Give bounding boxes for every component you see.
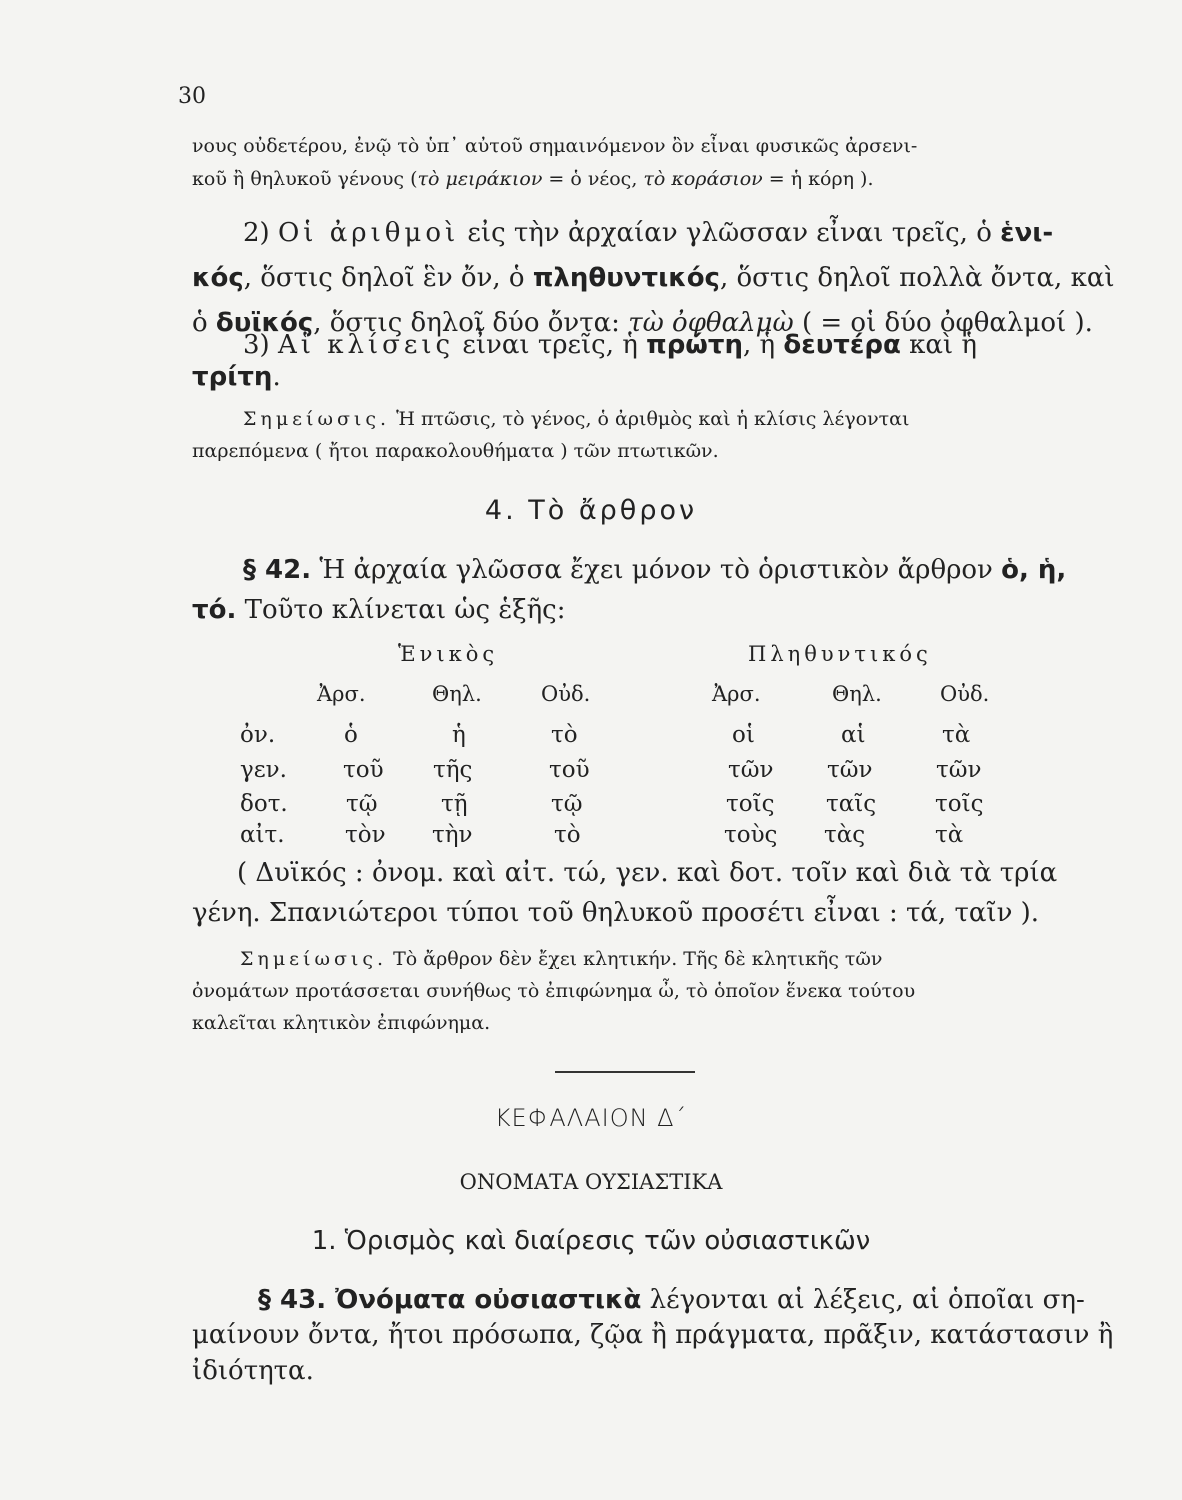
case-label: γεν. bbox=[240, 757, 287, 783]
table-cell: τὴν bbox=[432, 822, 473, 848]
chapter-subtitle: ΟΝΟΜΑΤΑ ΟΥΣΙΑΣΤΙΚΑ bbox=[459, 1170, 723, 1194]
numbers-paragraph-line-2: κός, ὅστις δηλοῖ ἓν ὄν, ὁ πληθυντικός, ὅστις δηλοῖ πολλὰ ὄντα, καὶ bbox=[192, 263, 1115, 293]
table-cell: τῷ bbox=[551, 791, 583, 817]
declensions-paragraph-line-1: 3) Αἱ κλίσεις εἶναι τρεῖς, ἡ πρώτη, ἡ δευτέρα καὶ ἡ bbox=[243, 330, 977, 360]
note-1-line-1: Σημείωσις. Ἡ πτῶσις, τὸ γένος, ὁ ἀριθμὸς καὶ ἡ κλίσις λέγονται bbox=[243, 408, 910, 430]
paragraph-43-line-1: § 43. Ὀνόματα οὐσιαστικὰ λέγονται αἱ λέξεις, αἱ ὁποῖαι ση- bbox=[258, 1285, 1085, 1315]
table-cell: τὸ bbox=[551, 722, 578, 748]
gender-header: Ἀρσ. bbox=[712, 682, 761, 706]
case-label: αἰτ. bbox=[240, 822, 285, 848]
gender-header: Θηλ. bbox=[432, 682, 482, 706]
paragraph-42-line-2: τό. Τοῦτο κλίνεται ὡς ἑξῆς: bbox=[192, 595, 566, 625]
table-cell: τῶν bbox=[936, 757, 982, 783]
table-cell: τοὺς bbox=[724, 822, 778, 848]
table-cell: τὸν bbox=[345, 822, 386, 848]
gender-header: Οὐδ. bbox=[940, 682, 990, 706]
table-cell: τῆς bbox=[433, 757, 473, 783]
paragraph-43-line-3: ἰδιότητα. bbox=[192, 1356, 314, 1386]
table-cell: ταῖς bbox=[826, 791, 877, 817]
chapter-title: ΚΕΦΑΛΑΙΟΝ Δ´ bbox=[494, 1104, 688, 1132]
table-cell: τὸ bbox=[554, 822, 581, 848]
intro-line-2: κοῦ ἢ θηλυκοῦ γένους (τὸ μειράκιον = ὁ νέος, τὸ κοράσιον = ἡ κόρη ). bbox=[192, 168, 874, 190]
table-cell: ἡ bbox=[452, 722, 466, 748]
case-label: ὀν. bbox=[240, 722, 276, 748]
numbers-paragraph-line-1: 2) Οἱ ἀριθμοὶ εἰς τὴν ἀρχαίαν γλῶσσαν εἶναι τρεῖς, ὁ ἑνι- bbox=[243, 218, 1054, 248]
gender-header: Οὐδ. bbox=[541, 682, 591, 706]
gender-header: Ἀρσ. bbox=[317, 682, 366, 706]
section-divider bbox=[555, 1071, 695, 1073]
case-label: δοτ. bbox=[240, 791, 288, 817]
table-cell: τοῦ bbox=[343, 757, 384, 783]
table-cell: τῶν bbox=[728, 757, 774, 783]
note-2-line-1: Σημείωσις. Τὸ ἄρθρον δὲν ἔχει κλητικήν. Τῆς δὲ κλητικῆς τῶν bbox=[240, 948, 883, 970]
gender-header: Θηλ. bbox=[832, 682, 882, 706]
table-cell: ὁ bbox=[344, 722, 358, 748]
table-cell: αἱ bbox=[841, 722, 866, 748]
section-title-nouns: 1. Ὁρισμὸς καὶ διαίρεσις τῶν οὐσιαστικῶν bbox=[311, 1226, 871, 1256]
singular-header: Ἑνικὸς bbox=[398, 642, 499, 666]
table-cell: τῇ bbox=[441, 791, 468, 817]
dual-note-line-1: ( Δυϊκός : ὀνομ. καὶ αἰτ. τώ, γεν. καὶ δοτ. τοῖν καὶ διὰ τὰ τρία bbox=[237, 858, 1058, 888]
table-cell: τοῖς bbox=[935, 791, 984, 817]
note-2-line-2: ὀνομάτων προτάσσεται συνήθως τὸ ἐπιφώνημα ὦ, τὸ ὁποῖον ἕνεκα τούτου bbox=[192, 980, 916, 1002]
paragraph-42-line-1: § 42. Ἡ ἀρχαία γλῶσσα ἔχει μόνον τὸ ὁριστικὸν ἄρθρον ὁ, ἡ, bbox=[243, 555, 1067, 585]
numbers-paragraph-line-3: ὁ δυϊκός, ὅστις δηλοῖ δύο ὄντα: τὼ ὀφθαλμὼ ( = οἱ δύο ὀφθαλμοί ). bbox=[192, 308, 1093, 338]
dual-note-line-2: γένη. Σπανιώτεροι τύποι τοῦ θηλυκοῦ προσέτι εἶναι : τά, ταῖν ). bbox=[192, 898, 1040, 928]
note-2-line-3: καλεῖται κλητικὸν ἐπιφώνημα. bbox=[192, 1012, 491, 1034]
table-cell: τῷ bbox=[346, 791, 378, 817]
plural-header: Πληθυντικός bbox=[748, 642, 932, 666]
table-cell: τῶν bbox=[827, 757, 873, 783]
page-number: 30 bbox=[178, 84, 206, 109]
table-cell: τὰς bbox=[824, 822, 866, 848]
declensions-paragraph-line-2: τρίτη. bbox=[192, 362, 281, 392]
section-title-article: 4. Τὸ ἄρθρον bbox=[484, 495, 698, 526]
paragraph-43-line-2: μαίνουν ὄντα, ἤτοι πρόσωπα, ζῷα ἢ πράγματα, πρᾶξιν, κατάστασιν ἢ bbox=[192, 1320, 1114, 1350]
note-1-line-2: παρεπόμενα ( ἤτοι παρακολουθήματα ) τῶν πτωτικῶν. bbox=[192, 440, 719, 462]
table-cell: τὰ bbox=[942, 722, 971, 748]
table-cell: τοῦ bbox=[549, 757, 590, 783]
table-cell: οἱ bbox=[732, 722, 755, 748]
intro-line-1: νους οὐδετέρου, ἐνῷ τὸ ὑπ᾽ αὐτοῦ σημαινόμενον ὂν εἶναι φυσικῶς ἀρσενι- bbox=[192, 135, 918, 157]
table-cell: τοῖς bbox=[726, 791, 775, 817]
table-cell: τὰ bbox=[935, 822, 964, 848]
